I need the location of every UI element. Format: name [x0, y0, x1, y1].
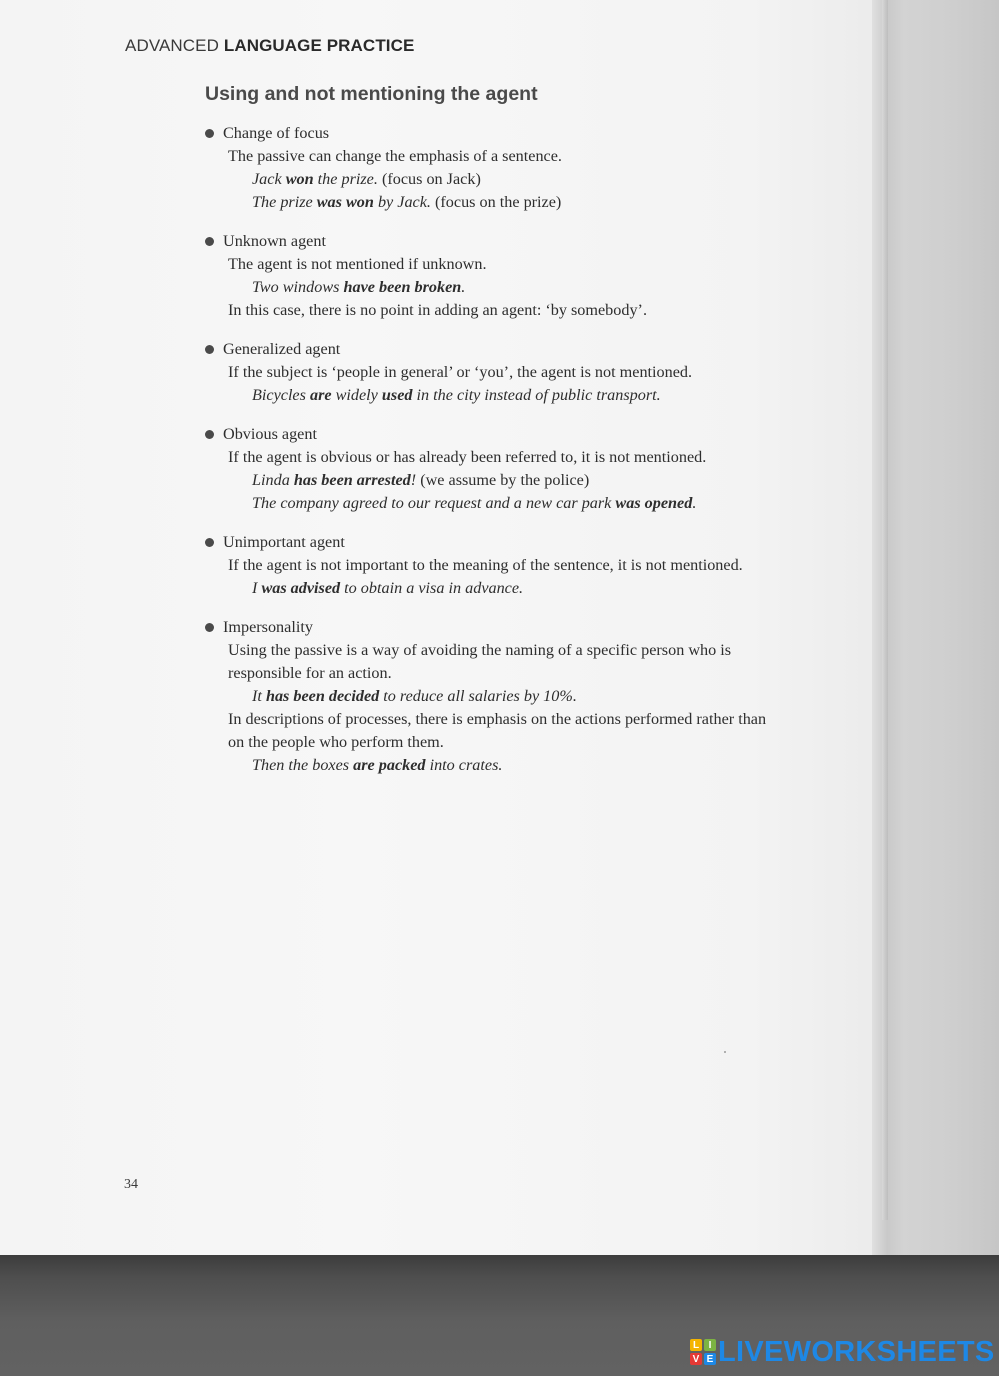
text-segment: (we assume by the police) — [416, 471, 590, 489]
text-segment: Then the boxes — [252, 756, 354, 774]
text-segment: The company agreed to our request and a new car park — [252, 494, 616, 512]
bullet-list — [205, 122, 865, 793]
text-segment: to reduce all salaries by 10%. — [379, 687, 577, 705]
passive-verb: was won — [316, 193, 374, 211]
text-segment: in the city instead of public transport. — [412, 386, 661, 404]
section-title: Using and not mentioning the agent — [205, 83, 538, 105]
text-segment: on the people who perform them. — [228, 733, 444, 751]
example-sentence — [205, 754, 865, 777]
text-segment: If the subject is ‘people in general’ or ‘you’, the agent is not mentioned. — [228, 363, 693, 381]
text-segment: In descriptions of processes, there is emphasis on the actions performed rather than — [228, 710, 767, 728]
text-segment: to obtain a visa in advance. — [340, 579, 524, 597]
item-heading-text: Change of focus — [223, 124, 330, 142]
passive-verb: won — [285, 170, 314, 188]
item-heading-text: Generalized agent — [223, 340, 341, 358]
book-spine-shadow — [872, 0, 999, 1262]
list-item — [205, 616, 865, 777]
text-segment: responsible for an action. — [228, 664, 392, 682]
list-item — [205, 338, 865, 407]
passive-verb: was advised — [261, 579, 341, 597]
passive-verb: has been decided — [265, 687, 380, 705]
text-segment: the prize. — [313, 170, 378, 188]
explanation-line — [205, 731, 865, 754]
explanation-line — [205, 708, 865, 731]
text-segment: The agent is not mentioned if unknown. — [228, 255, 487, 273]
example-sentence — [205, 685, 865, 708]
text-segment: If the agent is not important to the meaning of the sentence, it is not mentioned. — [228, 556, 743, 574]
explanation-line — [205, 446, 865, 469]
text-segment: widely — [331, 386, 382, 404]
passive-verb: have been broken — [343, 278, 462, 296]
text-segment: Linda — [252, 471, 294, 489]
page-edge — [882, 0, 888, 1220]
text-segment: If the agent is obvious or has already been referred to, it is not mentioned. — [228, 448, 707, 466]
text-segment: In this case, there is no point in adding an agent: ‘by somebody’. — [228, 301, 647, 319]
bullet-icon — [205, 538, 214, 547]
item-heading-text: Unknown agent — [223, 232, 326, 250]
text-segment: . — [461, 278, 466, 296]
logo-letter-tile: V — [690, 1353, 702, 1365]
item-heading — [205, 338, 865, 361]
liveworksheets-logo — [690, 1336, 995, 1368]
example-sentence — [205, 469, 865, 492]
explanation-line — [205, 299, 865, 322]
text-segment: Using the passive is a way of avoiding the naming of a specific person who is — [228, 641, 732, 659]
explanation-line — [205, 253, 865, 276]
liveworksheets-logo-icon — [690, 1339, 716, 1365]
passive-verb: has been arrested — [293, 471, 411, 489]
text-segment: The passive can change the emphasis of a sentence. — [228, 147, 562, 165]
list-item — [205, 423, 865, 515]
list-item — [205, 122, 865, 214]
item-heading — [205, 531, 865, 554]
list-item — [205, 230, 865, 322]
example-sentence — [205, 168, 865, 191]
example-sentence — [205, 191, 865, 214]
passive-verb: used — [381, 386, 413, 404]
text-segment: (focus on Jack) — [377, 170, 481, 188]
example-sentence — [205, 276, 865, 299]
explanation-line — [205, 554, 865, 577]
bullet-icon — [205, 129, 214, 138]
passive-verb: was opened — [615, 494, 693, 512]
explanation-line — [205, 145, 865, 168]
list-item — [205, 531, 865, 600]
text-segment: Jack — [252, 170, 286, 188]
item-heading-text: Unimportant agent — [223, 533, 345, 551]
item-heading — [205, 122, 865, 145]
example-sentence — [205, 492, 865, 515]
text-segment: Bicycles — [252, 386, 310, 404]
running-head-series: ADVANCED — [125, 36, 220, 55]
text-segment: ! — [410, 471, 417, 489]
paper-speck — [724, 1051, 726, 1053]
text-segment: Two windows — [252, 278, 344, 296]
explanation-line — [205, 361, 865, 384]
text-segment: . — [692, 494, 697, 512]
liveworksheets-logo-text: LIVEWORKSHEETS — [718, 1335, 995, 1368]
logo-letter-tile: L — [690, 1339, 702, 1351]
text-segment: It — [252, 687, 266, 705]
item-heading-text: Impersonality — [223, 618, 313, 636]
item-heading — [205, 616, 865, 639]
explanation-line — [205, 639, 865, 662]
item-heading — [205, 423, 865, 446]
logo-letter-tile: I — [704, 1339, 716, 1351]
text-segment: into crates. — [425, 756, 503, 774]
logo-letter-tile: E — [704, 1353, 716, 1365]
explanation-line — [205, 662, 865, 685]
text-segment: by Jack. — [373, 193, 431, 211]
passive-verb: are packed — [353, 756, 426, 774]
running-head-title: LANGUAGE PRACTICE — [223, 36, 415, 55]
example-sentence — [205, 577, 865, 600]
running-head — [125, 36, 414, 56]
page-number: 34 — [124, 1177, 138, 1192]
text-segment: (focus on the prize) — [430, 193, 562, 211]
passive-verb: are — [309, 386, 332, 404]
bullet-icon — [205, 237, 214, 246]
bullet-icon — [205, 430, 214, 439]
text-segment: The prize — [252, 193, 317, 211]
item-heading-text: Obvious agent — [223, 425, 317, 443]
text-segment: I — [252, 579, 262, 597]
example-sentence — [205, 384, 865, 407]
bullet-icon — [205, 623, 214, 632]
bullet-icon — [205, 345, 214, 354]
item-heading — [205, 230, 865, 253]
